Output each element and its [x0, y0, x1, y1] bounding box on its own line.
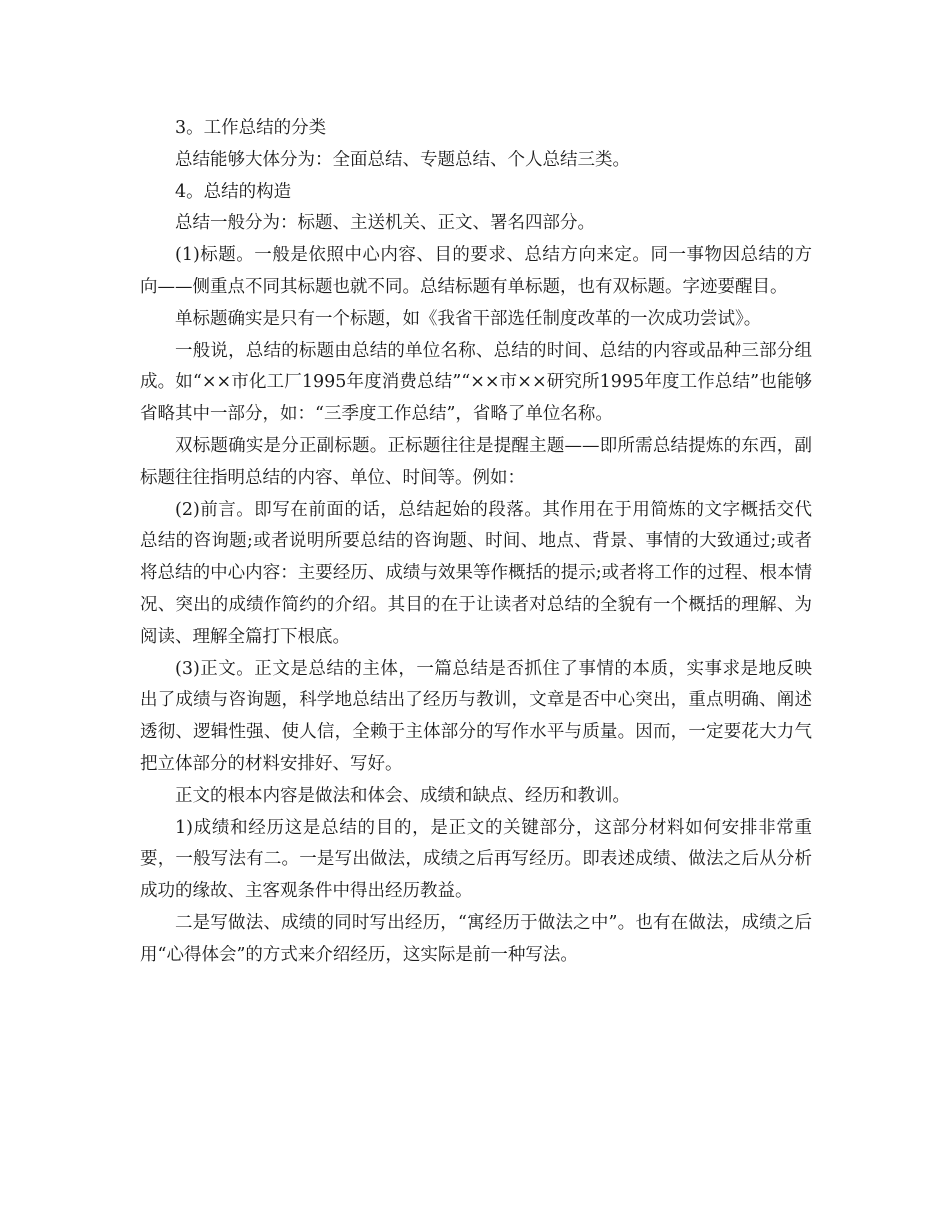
- document-body: [140, 113, 812, 972]
- paragraph-title: (1)标题。一般是依照中心内容、目的要求、总结方向来定。同一事物因总结的方向——侧重点不同其标题也就不同。总结标题有单标题，也有双标题。字迹要醒目。: [140, 245, 812, 297]
- paragraph-single-title: 单标题确实是只有一个标题，如《我省干部选任制度改革的一次成功尝试》。: [175, 308, 762, 329]
- paragraph-title-composition: 一般说，总结的标题由总结的单位名称、总结的时间、总结的内容或品种三部分组成。如“××市化工厂1995年度消费总结”“××市××研究所1995年度工作总结”也能够省略其中一部分，如：“三季度工作总结”，省略了单位名称。: [140, 340, 812, 425]
- paragraph-main-content: 正文的根本内容是做法和体会、成绩和缺点、经历和教训。: [175, 785, 630, 806]
- paragraph-second-method: 二是写做法、成绩的同时写出经历，“寓经历于做法之中”。也有在做法，成绩之后用“心得体会”的方式来介绍经历，这实际是前一种写法。: [140, 912, 812, 965]
- paragraph-preface: (2)前言。即写在前面的话，总结起始的段落。其作用在于用简炼的文字概括交代总结的咨询题;或者说明所要总结的咨询题、时间、地点、背景、事情的大致通过;或者将总结的中心内容：主要经历、成绩与效果等作概括的提示;或者将工作的过程、根本情况、突出的成绩作简约的介绍。其目的在于让读者对总结的全貌有一个概括的理解、为阅读、理解全篇打下根底。: [140, 499, 812, 647]
- paragraph-main-text: (3)正文。正文是总结的主体，一篇总结是否抓住了事情的本质，实事求是地反映出了成绩与咨询题，科学地总结出了经历与教训，文章是否中心突出，重点明确、阐述透彻、逻辑性强、使人信，全赖于主体部分的写作水平与质量。因而，一定要花大力气把立体部分的材料安排好、写好。: [140, 658, 812, 774]
- paragraph-section-4-heading: 4。总结的构造: [175, 181, 292, 202]
- paragraph-section-3-heading: 3。工作总结的分类: [175, 118, 327, 138]
- paragraph-structure: 总结一般分为：标题、主送机关、正文、署名四部分。: [175, 213, 595, 234]
- paragraph-classification: 总结能够大体分为：全面总结、专题总结、个人总结三类。: [175, 149, 630, 170]
- paragraph-achievements: 1)成绩和经历这是总结的目的，是正文的关键部分，这部分材料如何安排非常重要，一般写法有二。一是写出做法，成绩之后再写经历。即表述成绩、做法之后从分析成功的缘故、主客观条件中得出经历教益。: [140, 817, 812, 902]
- paragraph-double-title: 双标题确实是分正副标题。正标题往往是提醒主题——即所需总结提炼的东西，副标题往往指明总结的内容、单位、时间等。例如：: [140, 435, 812, 488]
